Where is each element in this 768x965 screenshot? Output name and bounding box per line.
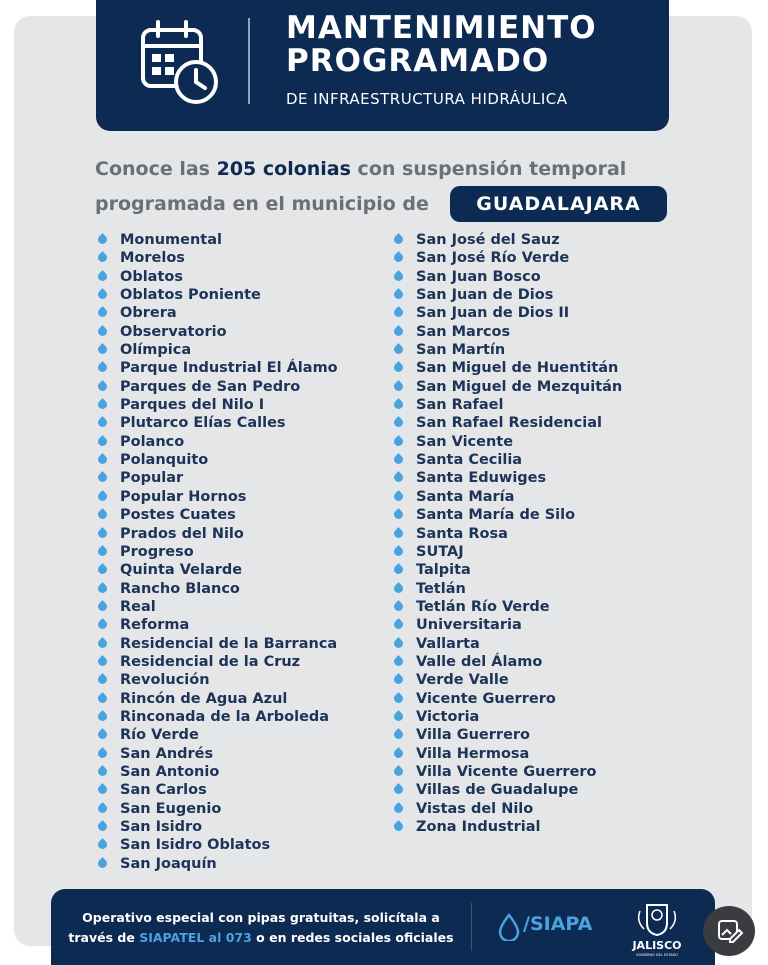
- water-drop-bullet-icon: [96, 251, 109, 264]
- colonia-name: Vallarta: [416, 635, 480, 652]
- colonia-name: Villa Guerrero: [416, 727, 531, 744]
- water-drop-bullet-icon: [392, 563, 405, 576]
- water-drop-bullet-icon: [392, 747, 405, 760]
- water-drop-bullet-icon: [392, 270, 405, 283]
- colonia-item: [96, 855, 338, 873]
- footer-line-1: Operativo especial con pipas gratuitas, solicítala a: [82, 910, 440, 925]
- colonia-item: [392, 433, 622, 451]
- colonia-name: Villas de Guadalupe: [416, 782, 579, 799]
- colonia-item: [392, 249, 622, 267]
- colonia-name: Santa María de Silo: [416, 507, 576, 524]
- colonia-name: Revolución: [120, 672, 210, 689]
- colonia-name: Residencial de la Barranca: [120, 635, 338, 652]
- colonia-item: [96, 359, 338, 377]
- colonia-name: San Juan de Dios: [416, 287, 554, 304]
- colonia-name: Plutarco Elías Calles: [120, 415, 286, 432]
- colonia-name: Santa María: [416, 488, 515, 505]
- water-drop-bullet-icon: [392, 325, 405, 338]
- colonia-item: [96, 396, 338, 414]
- colonia-item: [392, 616, 622, 634]
- water-drop-bullet-icon: [392, 527, 405, 540]
- water-drop-bullet-icon: [96, 270, 109, 283]
- colonia-name: Prados del Nilo: [120, 525, 244, 542]
- footer-banner: [51, 889, 715, 965]
- colonia-item: [392, 635, 622, 653]
- colonia-item: [392, 708, 622, 726]
- colonia-name: Villa Hermosa: [416, 745, 530, 762]
- jalisco-seal-icon: [626, 901, 688, 937]
- footer-suffix: o en redes sociales oficiales: [251, 930, 454, 945]
- colonia-item: [392, 286, 622, 304]
- colonia-item: [96, 543, 338, 561]
- colonia-item: [96, 726, 338, 744]
- colonia-item: [392, 396, 622, 414]
- colonia-item: [96, 451, 338, 469]
- water-drop-bullet-icon: [392, 600, 405, 613]
- colonia-name: Popular: [120, 470, 184, 487]
- water-drop-bullet-icon: [96, 802, 109, 815]
- water-drop-bullet-icon: [392, 307, 405, 320]
- colonia-item: [392, 304, 622, 322]
- siapa-logo: /SIAPA: [523, 913, 593, 935]
- colonia-item: [96, 616, 338, 634]
- water-drop-bullet-icon: [96, 838, 109, 851]
- colonia-name: San Carlos: [120, 782, 207, 799]
- colonia-name: San Miguel de Mezquitán: [416, 378, 623, 395]
- colonia-item: [392, 763, 622, 781]
- colonia-item: [96, 414, 338, 432]
- water-drop-bullet-icon: [96, 545, 109, 558]
- water-drop-bullet-icon: [392, 582, 405, 595]
- colonia-item: [392, 268, 622, 286]
- colonia-name: San Andrés: [120, 745, 214, 762]
- colonia-item: [96, 598, 338, 616]
- water-drop-bullet-icon: [392, 453, 405, 466]
- colonia-name: San Martín: [416, 342, 506, 359]
- colonia-name: Parques del Nilo I: [120, 397, 265, 414]
- water-drop-bullet-icon: [96, 435, 109, 448]
- water-drop-bullet-icon: [96, 380, 109, 393]
- colonia-item: [392, 469, 622, 487]
- colonia-name: Parques de San Pedro: [120, 378, 301, 395]
- colonia-item: [96, 635, 338, 653]
- water-drop-bullet-icon: [392, 398, 405, 411]
- colonia-item: [96, 378, 338, 396]
- water-drop-bullet-icon: [96, 728, 109, 741]
- colonia-name: Universitaria: [416, 617, 522, 634]
- water-drop-bullet-icon: [392, 618, 405, 631]
- water-drop-bullet-icon: [96, 582, 109, 595]
- colonia-name: San Eugenio: [120, 800, 222, 817]
- image-edit-icon: [703, 906, 755, 956]
- colonia-item: [96, 800, 338, 818]
- colonia-item: [96, 708, 338, 726]
- colonia-name: San Vicente: [416, 433, 514, 450]
- colonia-name: Vicente Guerrero: [416, 690, 556, 707]
- colonia-name: Valle del Álamo: [416, 653, 543, 670]
- intro-suffix: con suspensión temporal: [350, 158, 627, 180]
- water-drop-bullet-icon: [96, 655, 109, 668]
- colonia-item: [392, 341, 622, 359]
- water-drop-bullet-icon: [392, 765, 405, 778]
- colonia-item: [96, 653, 338, 671]
- water-drop-bullet-icon: [96, 362, 109, 375]
- water-drop-bullet-icon: [96, 233, 109, 246]
- colonia-name: Morelos: [120, 250, 185, 267]
- water-drop-bullet-icon: [96, 398, 109, 411]
- colonias-list-left: [96, 231, 338, 873]
- water-drop-bullet-icon: [96, 343, 109, 356]
- colonia-item: [96, 690, 338, 708]
- colonia-item: [392, 781, 622, 799]
- colonia-name: Polanco: [120, 433, 185, 450]
- water-drop-bullet-icon: [392, 655, 405, 668]
- colonia-item: [96, 341, 338, 359]
- colonia-name: Santa Eduwiges: [416, 470, 547, 487]
- colonia-name: Polanquito: [120, 452, 209, 469]
- colonia-item: [96, 763, 338, 781]
- colonia-item: [96, 506, 338, 524]
- page-title: [286, 12, 597, 78]
- colonia-name: Olímpica: [120, 342, 192, 359]
- water-drop-bullet-icon: [392, 637, 405, 650]
- water-drop-bullet-icon: [96, 472, 109, 485]
- water-drop-bullet-icon: [96, 508, 109, 521]
- water-drop-bullet-icon: [392, 783, 405, 796]
- colonia-item: [96, 469, 338, 487]
- colonia-name: San Isidro: [120, 819, 203, 835]
- colonia-item: [392, 525, 622, 543]
- water-drop-bullet-icon: [96, 307, 109, 320]
- jalisco-name: JALISCO: [632, 939, 682, 952]
- colonia-name: San Antonio: [120, 763, 220, 780]
- colonia-item: [392, 543, 622, 561]
- water-drop-bullet-icon: [96, 527, 109, 540]
- colonia-item: [96, 488, 338, 506]
- water-drop-bullet-icon: [392, 673, 405, 686]
- colonia-name: Zona Industrial: [416, 819, 541, 835]
- siapatel-link[interactable]: SIAPATEL al 073: [139, 930, 252, 945]
- water-drop-bullet-icon: [96, 673, 109, 686]
- colonia-name: Popular Hornos: [120, 488, 247, 505]
- municipality-badge: GUADALAJARA: [450, 186, 667, 222]
- colonia-name: San Rafael: [416, 397, 504, 414]
- water-drop-bullet-icon: [96, 783, 109, 796]
- colonia-item: [392, 506, 622, 524]
- colonia-item: [96, 231, 338, 249]
- page-subtitle: DE INFRAESTRUCTURA HIDRÁULICA: [286, 90, 568, 108]
- colonia-name: Observatorio: [120, 323, 227, 340]
- image-edit-button[interactable]: [703, 906, 755, 956]
- colonia-name: Tetlán: [416, 580, 466, 597]
- colonia-item: [392, 818, 622, 836]
- colonia-item: [96, 525, 338, 543]
- water-drop-bullet-icon: [392, 692, 405, 705]
- colonia-item: [96, 781, 338, 799]
- header-divider: [248, 18, 250, 104]
- colonia-name: Oblatos Poniente: [120, 287, 261, 304]
- water-drop-bullet-icon: [96, 765, 109, 778]
- water-drop-icon: [497, 913, 521, 941]
- colonia-item: [392, 726, 622, 744]
- colonia-name: San José Río Verde: [416, 250, 570, 267]
- colonia-item: [96, 268, 338, 286]
- water-drop-bullet-icon: [96, 453, 109, 466]
- colonia-item: [392, 231, 622, 249]
- water-drop-bullet-icon: [96, 618, 109, 631]
- colonia-item: [392, 653, 622, 671]
- footer-divider: [471, 903, 472, 951]
- colonia-item: [96, 286, 338, 304]
- colonia-name: Santa Cecilia: [416, 452, 523, 469]
- title-line-1: MANTENIMIENTO: [286, 10, 597, 46]
- colonia-name: Oblatos: [120, 268, 183, 285]
- water-drop-bullet-icon: [96, 692, 109, 705]
- water-drop-bullet-icon: [96, 820, 109, 833]
- colonia-name: Río Verde: [120, 727, 199, 744]
- colonia-name: Monumental: [120, 232, 222, 248]
- water-drop-bullet-icon: [96, 325, 109, 338]
- water-drop-bullet-icon: [392, 802, 405, 815]
- colonia-item: [96, 818, 338, 836]
- colonia-item: [392, 745, 622, 763]
- colonia-item: [96, 561, 338, 579]
- colonia-name: Talpita: [416, 562, 471, 579]
- water-drop-bullet-icon: [96, 747, 109, 760]
- colonia-name: Postes Cuates: [120, 507, 236, 524]
- colonia-name: Tetlán Río Verde: [416, 598, 550, 615]
- intro-count: 205 colonias: [216, 158, 351, 180]
- water-drop-bullet-icon: [392, 508, 405, 521]
- water-drop-bullet-icon: [392, 362, 405, 375]
- water-drop-bullet-icon: [392, 710, 405, 723]
- water-drop-bullet-icon: [96, 710, 109, 723]
- colonia-item: [96, 580, 338, 598]
- colonia-name: Santa Rosa: [416, 525, 508, 542]
- water-drop-bullet-icon: [392, 472, 405, 485]
- colonia-item: [392, 671, 622, 689]
- colonia-name: Progreso: [120, 543, 194, 560]
- water-drop-bullet-icon: [392, 233, 405, 246]
- jalisco-logo: [626, 901, 688, 961]
- water-drop-bullet-icon: [96, 857, 109, 870]
- colonia-name: Obrera: [120, 305, 177, 322]
- colonia-name: Verde Valle: [416, 672, 509, 689]
- colonia-item: [96, 745, 338, 763]
- colonia-item: [392, 690, 622, 708]
- colonia-name: San Isidro Oblatos: [120, 837, 271, 854]
- calendar-clock-icon: [140, 18, 220, 106]
- colonia-name: Vistas del Nilo: [416, 800, 534, 817]
- title-line-2: PROGRAMADO: [286, 43, 550, 79]
- colonia-item: [392, 414, 622, 432]
- colonia-name: SUTAJ: [416, 543, 464, 560]
- colonia-item: [96, 304, 338, 322]
- colonia-name: Villa Vicente Guerrero: [416, 763, 597, 780]
- water-drop-bullet-icon: [96, 490, 109, 503]
- water-drop-bullet-icon: [96, 637, 109, 650]
- colonia-item: [392, 488, 622, 506]
- footer-prefix: través de: [68, 930, 140, 945]
- colonia-name: San José del Sauz: [416, 232, 560, 248]
- colonia-name: Rincón de Agua Azul: [120, 690, 288, 707]
- colonia-item: [392, 451, 622, 469]
- jalisco-tagline: GOBIERNO DEL ESTADO: [635, 953, 679, 957]
- colonia-name: Rancho Blanco: [120, 580, 240, 597]
- colonia-name: San Marcos: [416, 323, 511, 340]
- water-drop-bullet-icon: [392, 380, 405, 393]
- colonia-name: San Joaquín: [120, 855, 217, 872]
- colonia-name: San Juan de Dios II: [416, 305, 570, 322]
- colonia-name: Reforma: [120, 617, 190, 634]
- colonias-list-right: [392, 231, 622, 836]
- water-drop-bullet-icon: [96, 417, 109, 430]
- colonia-item: [392, 561, 622, 579]
- intro-prefix: Conoce las: [95, 158, 217, 180]
- water-drop-bullet-icon: [392, 288, 405, 301]
- colonia-item: [96, 433, 338, 451]
- colonia-item: [96, 671, 338, 689]
- colonia-name: San Rafael Residencial: [416, 415, 602, 432]
- footer-line-2: [51, 930, 471, 945]
- intro-line-1: [95, 158, 626, 180]
- water-drop-bullet-icon: [96, 563, 109, 576]
- colonia-item: [96, 249, 338, 267]
- water-drop-bullet-icon: [96, 600, 109, 613]
- water-drop-bullet-icon: [392, 435, 405, 448]
- colonia-name: Victoria: [416, 708, 480, 725]
- colonia-name: San Miguel de Huentitán: [416, 360, 619, 377]
- colonia-item: [392, 598, 622, 616]
- water-drop-bullet-icon: [96, 288, 109, 301]
- colonia-name: Parque Industrial El Álamo: [120, 360, 338, 377]
- colonia-name: Quinta Velarde: [120, 562, 243, 579]
- colonia-item: [392, 580, 622, 598]
- colonia-item: [96, 836, 338, 854]
- water-drop-bullet-icon: [392, 417, 405, 430]
- colonia-name: Rinconada de la Arboleda: [120, 708, 330, 725]
- water-drop-bullet-icon: [392, 820, 405, 833]
- colonia-item: [392, 378, 622, 396]
- water-drop-bullet-icon: [392, 545, 405, 558]
- colonia-name: San Juan Bosco: [416, 268, 541, 285]
- water-drop-bullet-icon: [392, 343, 405, 356]
- water-drop-bullet-icon: [392, 728, 405, 741]
- colonia-name: Real: [120, 598, 156, 615]
- colonia-item: [392, 800, 622, 818]
- colonia-item: [96, 323, 338, 341]
- water-drop-bullet-icon: [392, 251, 405, 264]
- colonia-name: Residencial de la Cruz: [120, 653, 301, 670]
- intro-line-2: programada en el municipio de: [95, 193, 429, 215]
- colonia-item: [392, 359, 622, 377]
- water-drop-bullet-icon: [392, 490, 405, 503]
- colonia-item: [392, 323, 622, 341]
